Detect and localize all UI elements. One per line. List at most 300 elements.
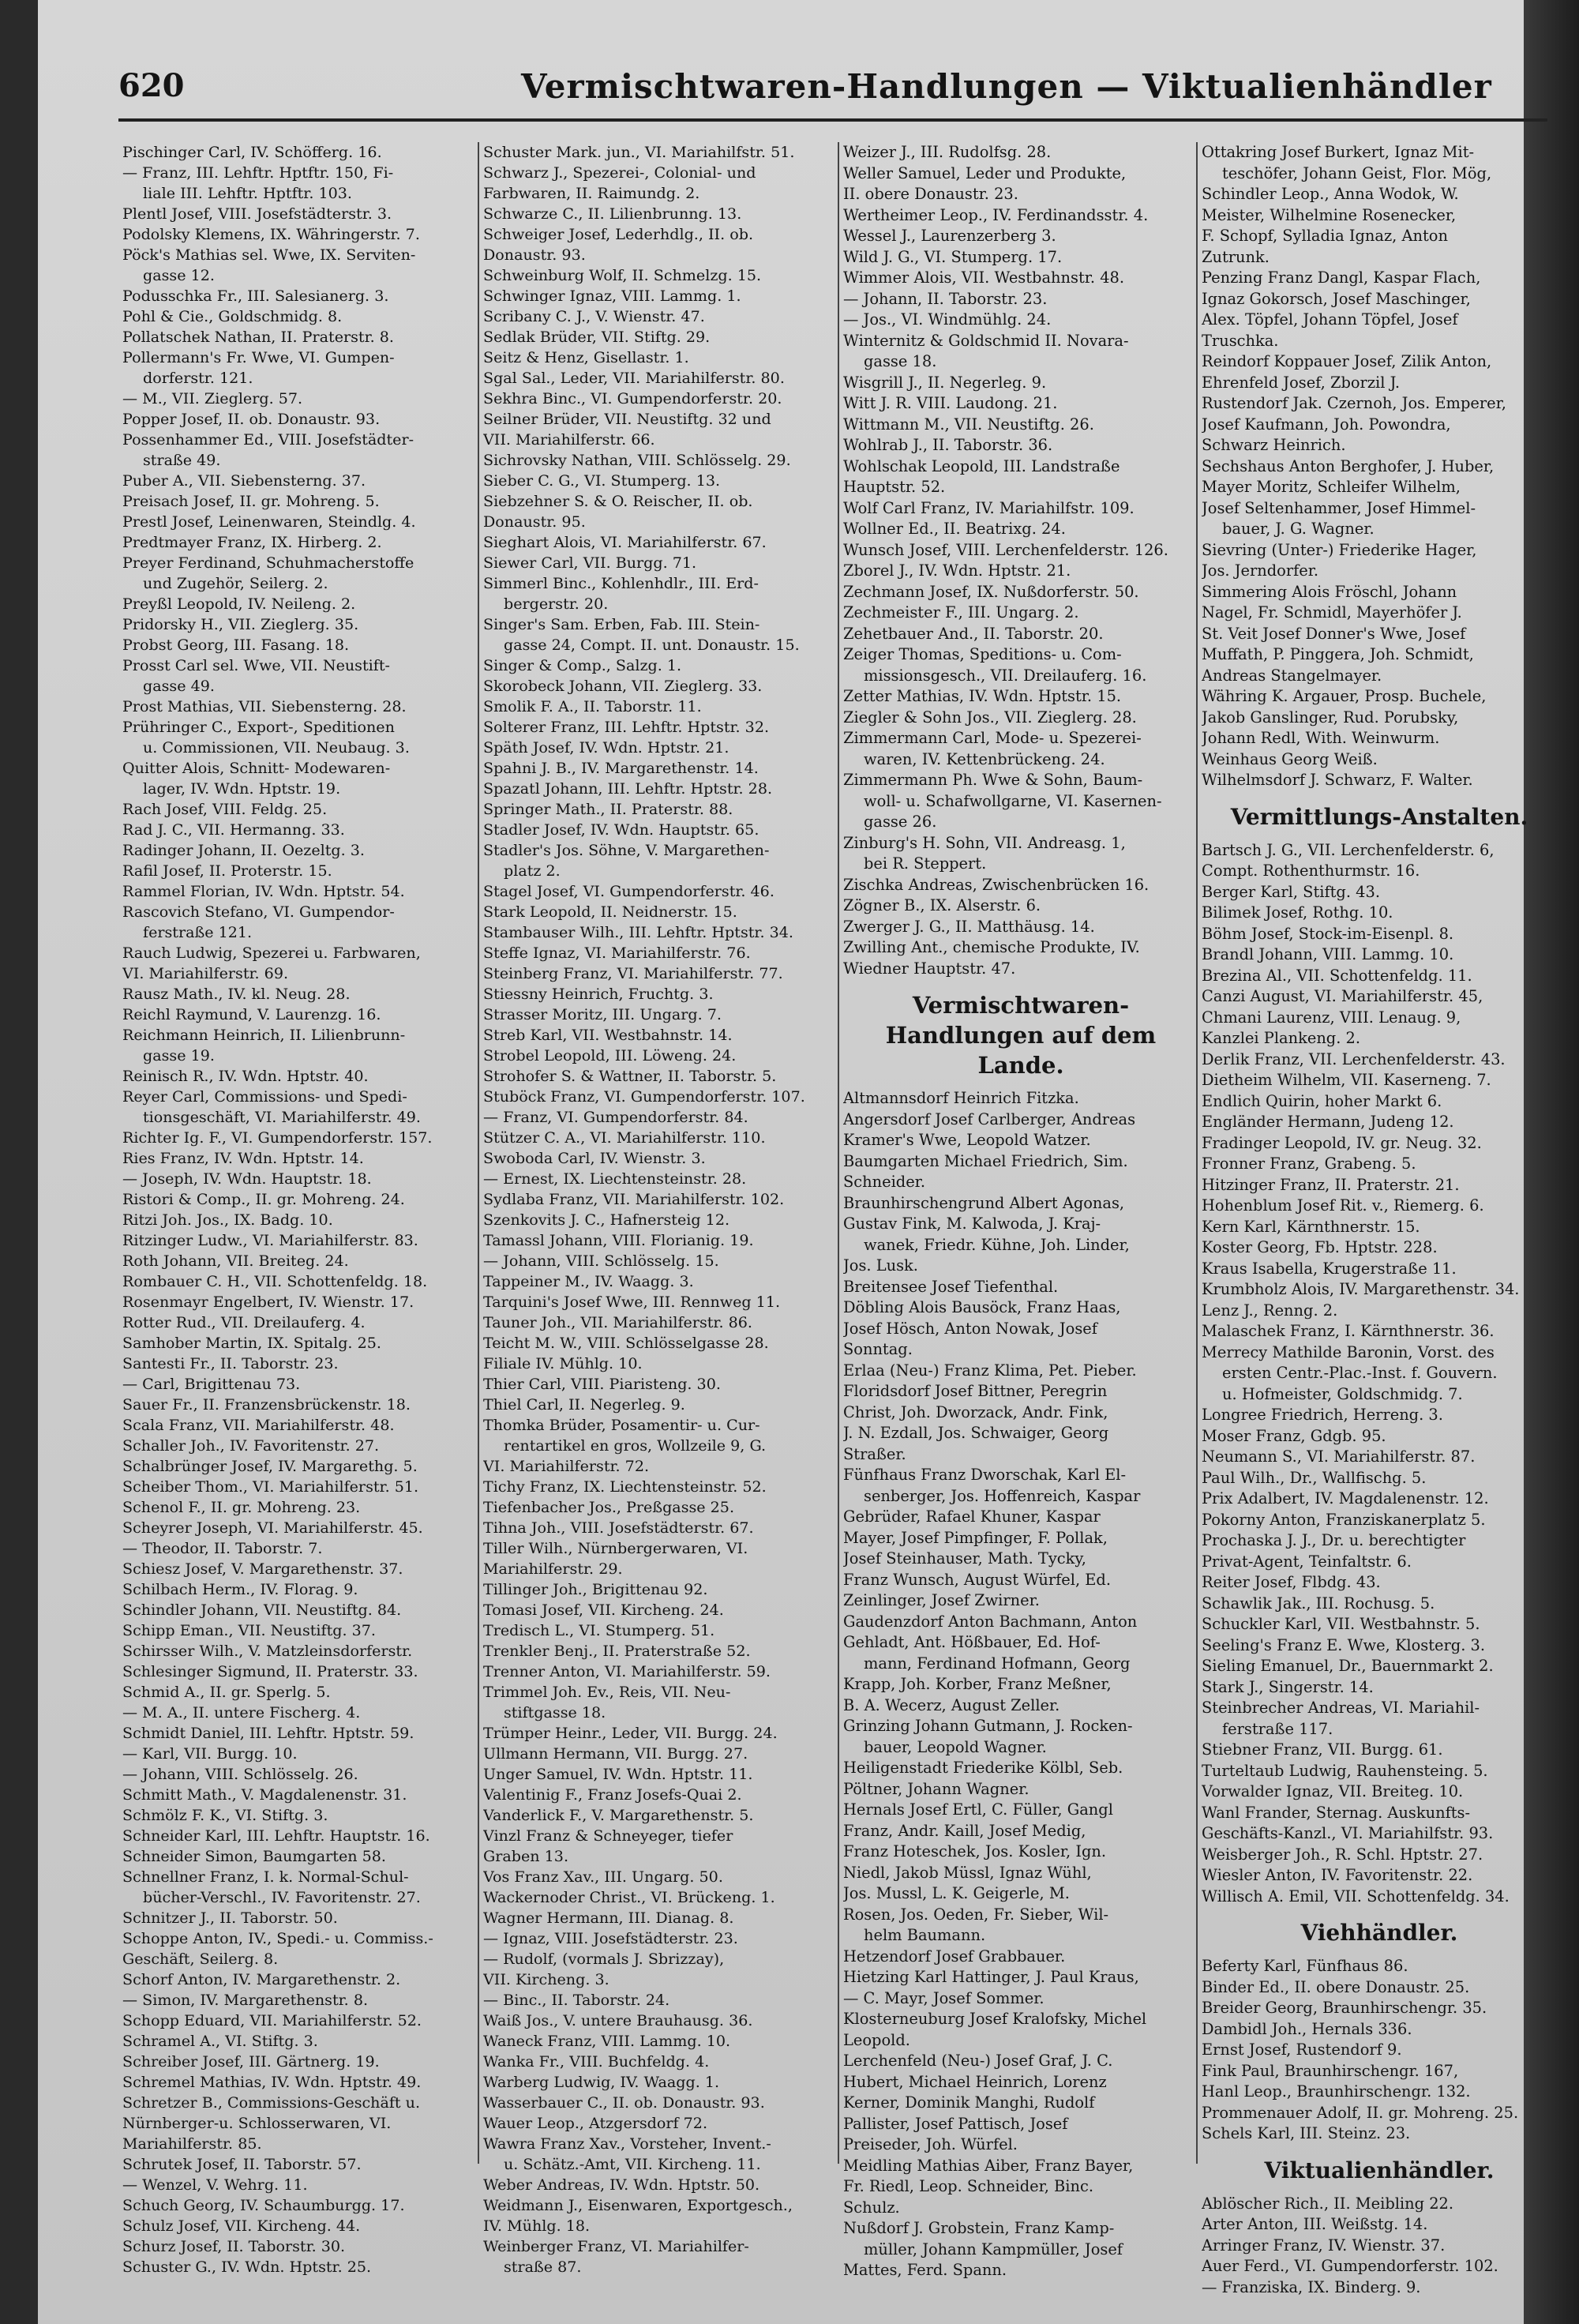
directory-entry-line: — C. Mayr, Josef Sommer.: [843, 1988, 1045, 2007]
directory-entry-line: Mariahilferstr. 85.: [122, 2134, 262, 2153]
directory-entry-line: Schurz Josef, II. Taborstr. 30.: [122, 2237, 346, 2255]
directory-entry-line: Thiel Carl, II. Negerleg. 9.: [483, 1395, 685, 1414]
directory-entry-line: Pöltner, Johann Wagner.: [843, 1779, 1030, 1798]
directory-entry-line: teschöfer, Johann Geist, Flor. Mög,: [1222, 163, 1492, 182]
directory-entry-line: Prühringer C., Export-, Speditionen: [122, 718, 395, 736]
directory-entry-line: Schipp Eman., VII. Neustiftg. 37.: [122, 1621, 376, 1639]
directory-entry-line: Hitzinger Franz, II. Praterstr. 21.: [1202, 1175, 1460, 1194]
directory-entry-line: Rad J. C., VII. Hermanng. 33.: [122, 820, 345, 839]
directory-entry-line: Wilhelmsdorf J. Schwarz, F. Walter.: [1202, 771, 1473, 789]
directory-entry-line: Kern Karl, Kärnthnerstr. 15.: [1202, 1217, 1420, 1236]
directory-entry-line: Prommenauer Adolf, II. gr. Mohreng. 25.: [1202, 2103, 1519, 2122]
directory-entry-line: Jos. Lusk.: [843, 1256, 918, 1275]
directory-entry-line: Streb Karl, VII. Westbahnstr. 14.: [483, 1026, 733, 1044]
column-1: [122, 142, 478, 2277]
directory-entry-line: Stadler Josef, IV. Wdn. Hauptstr. 65.: [483, 820, 759, 839]
directory-entry-line: Brezina Al., VII. Schottenfeldg. 11.: [1202, 966, 1472, 985]
directory-entry-line: Sauer Fr., II. Franzensbrückenstr. 18.: [122, 1395, 411, 1414]
directory-entry-line: Rascovich Stefano, VI. Gumpendor-: [122, 903, 395, 921]
directory-entry-line: Mattes, Ferd. Spann.: [843, 2261, 1007, 2279]
directory-entry-line: Dambidl Joh., Hernals 336.: [1202, 2019, 1412, 2038]
directory-entry-line: gasse 12.: [143, 266, 215, 284]
directory-entry-line: straße 87.: [504, 2258, 582, 2276]
directory-entry-line: Schmölz F. K., VI. Stiftg. 3.: [122, 1806, 328, 1824]
directory-entry-line: Popper Josef, II. ob. Donaustr. 93.: [122, 410, 381, 428]
directory-entry-line: Pokorny Anton, Franziskanerplatz 5.: [1202, 1510, 1486, 1529]
directory-entry-line: Weizer J., III. Rudolfsg. 28.: [843, 143, 1052, 161]
directory-entry-line: Wohlschak Leopold, III. Landstraße: [843, 456, 1120, 475]
directory-entry-line: VII. Mariahilferstr. 66.: [483, 430, 655, 449]
directory-entry-line: Steffe Ignaz, VI. Mariahilferstr. 76.: [483, 944, 751, 962]
directory-entry-line: Schmitt Math., V. Magdalenenstr. 31.: [122, 1785, 407, 1804]
directory-entry-line: Seeling's Franz E. Wwe, Klosterg. 3.: [1202, 1635, 1486, 1654]
directory-entry-line: Schretzer B., Commissions-Geschäft u.: [122, 2093, 421, 2112]
directory-entry-line: Pischinger Carl, IV. Schöfferg. 16.: [122, 143, 382, 161]
directory-entry-line: — Binc., II. Taborstr. 24.: [483, 1991, 670, 2009]
directory-entry-line: Schawlik Jak., III. Rochusg. 5.: [1202, 1594, 1435, 1613]
directory-entry-line: Merrecy Mathilde Baronin, Vorst. des: [1202, 1342, 1495, 1361]
section-heading: Viktualienhändler.: [1264, 2157, 1495, 2183]
directory-entry-line: Grinzing Johann Gutmann, J. Rocken-: [843, 1717, 1133, 1735]
directory-entry-line: Pohl & Cie., Goldschmidg. 8.: [122, 307, 343, 325]
directory-entry-line: Wiesler Anton, IV. Favoritenstr. 22.: [1202, 1866, 1473, 1884]
section-heading: Vermittlungs-Anstalten.: [1230, 803, 1528, 830]
directory-entry-line: Prochaska J. J., Dr. u. berechtigter: [1202, 1531, 1466, 1549]
directory-entry-line: Floridsdorf Josef Bittner, Peregrin: [843, 1382, 1108, 1400]
directory-entry-line: Moser Franz, Gdgb. 95.: [1202, 1426, 1386, 1445]
directory-entry-line: Longree Friedrich, Herreng. 3.: [1202, 1406, 1443, 1424]
directory-entry-line: — Franziska, IX. Binderg. 9.: [1202, 2277, 1421, 2296]
column-divider: [478, 142, 479, 2164]
section-heading: Viehhändler.: [1300, 1920, 1458, 1946]
directory-entry-line: Stützer C. A., VI. Mariahilferstr. 110.: [483, 1128, 766, 1147]
directory-entry-line: Kanzlei Plankeng. 2.: [1202, 1029, 1361, 1047]
directory-entry-line: Schiesz Josef, V. Margarethenstr. 37.: [122, 1560, 403, 1578]
directory-entry-line: Wawra Franz Xav., Vorsteher, Invent.-: [483, 2134, 771, 2153]
directory-entry-line: Zehetbauer And., II. Taborstr. 20.: [843, 624, 1104, 643]
directory-entry-line: Singer's Sam. Erben, Fab. III. Stein-: [483, 615, 760, 633]
directory-entry-line: Johann Redl, With. Weinwurm.: [1202, 729, 1440, 747]
directory-entry-line: Sieling Emanuel, Dr., Bauernmarkt 2.: [1202, 1657, 1494, 1675]
directory-entry-line: Trenkler Benj., II. Praterstraße 52.: [483, 1642, 751, 1660]
directory-entry-line: Franz, Andr. Kaill, Josef Medig,: [843, 1821, 1086, 1840]
directory-entry-line: Canzi August, VI. Mariahilferstr. 45,: [1202, 987, 1483, 1005]
directory-entry-line: — M. A., II. untere Fischerg. 4.: [122, 1703, 361, 1721]
directory-entry-line: Jos. Jerndorfer.: [1202, 561, 1319, 580]
directory-entry-line: Simmering Alois Fröschl, Johann: [1202, 582, 1457, 601]
directory-entry-line: Schweiger Josef, Lederhdlg., II. ob.: [483, 225, 754, 243]
directory-entry-line: Trimmel Joh. Ev., Reis, VII. Neu-: [483, 1683, 731, 1701]
directory-entry-line: Pollatschek Nathan, II. Praterstr. 8.: [122, 328, 394, 346]
directory-entry-line: Nagel, Fr. Schmidl, Mayerhöfer J.: [1202, 603, 1462, 621]
directory-entry-line: Schels Karl, III. Steinz. 23.: [1202, 2124, 1411, 2142]
directory-entry-line: Siewer Carl, VII. Burgg. 71.: [483, 554, 697, 572]
column-2: [483, 142, 838, 2277]
directory-entry-line: Wiedner Hauptstr. 47.: [843, 959, 1016, 978]
directory-entry-line: Reindorf Koppauer Josef, Zilik Anton,: [1202, 352, 1492, 370]
directory-entry-line: Wolf Carl Franz, IV. Mariahilfstr. 109.: [843, 498, 1135, 517]
directory-entry-line: — Ernest, IX. Liechtensteinstr. 28.: [483, 1170, 747, 1188]
directory-entry-line: — Rudolf, (vormals J. Sbrizzay),: [483, 1950, 725, 1968]
directory-entry-line: Wertheimer Leop., IV. Ferdinandsstr. 4.: [843, 205, 1149, 224]
directory-entry-line: Ritzinger Ludw., VI. Mariahilferstr. 83.: [122, 1231, 418, 1249]
directory-entry-line: Weber Andreas, IV. Wdn. Hptstr. 50.: [483, 2176, 760, 2194]
directory-entry-line: Ehrenfeld Josef, Zborzil J.: [1202, 373, 1401, 392]
directory-entry-line: Engländer Hermann, Judeng 12.: [1202, 1113, 1454, 1131]
directory-entry-line: gasse 19.: [143, 1046, 215, 1064]
directory-entry-line: Schulz Josef, VII. Kircheng. 44.: [122, 2217, 361, 2235]
directory-entry-line: Zechmann Josef, IX. Nußdorferstr. 50.: [843, 582, 1139, 601]
directory-entry-line: Reiter Josef, Flbdg. 43.: [1202, 1573, 1381, 1591]
directory-entry-line: Schoppe Anton, IV., Spedi.- u. Commiss.-: [122, 1929, 433, 1947]
directory-entry-line: Nußdorf J. Grobstein, Franz Kamp-: [843, 2219, 1115, 2237]
directory-entry-line: Josef Seltenhammer, Josef Himmel-: [1202, 498, 1476, 517]
directory-entry-line: Lenz J., Renng. 2.: [1202, 1301, 1338, 1320]
directory-entry-line: Prosst Carl sel. Wwe, VII. Neustift-: [122, 656, 390, 674]
directory-entry-line: Preiseder, Joh. Würfel.: [843, 2135, 1018, 2153]
directory-entry-line: Radinger Johann, II. Oezeltg. 3.: [122, 841, 366, 859]
directory-entry-line: Wittmann M., VII. Neustiftg. 26.: [843, 415, 1094, 434]
directory-entry-line: Schalbrünger Josef, IV. Margarethg. 5.: [122, 1457, 418, 1475]
directory-entry-line: Binder Ed., II. obere Donaustr. 25.: [1202, 1977, 1470, 1996]
directory-entry-line: Tihna Joh., VIII. Josefstädterstr. 67.: [483, 1519, 754, 1537]
directory-entry-line: Wimmer Alois, VII. Westbahnstr. 48.: [843, 268, 1125, 287]
directory-entry-line: Schorf Anton, IV. Margarethenstr. 2.: [122, 1970, 401, 1988]
directory-entry-line: Mayer, Josef Pimpfinger, F. Pollak,: [843, 1528, 1108, 1547]
directory-entry-line: Sedlak Brüder, VII. Stiftg. 29.: [483, 328, 711, 346]
directory-entry-line: Vinzl Franz & Schneyeger, tiefer: [483, 1827, 733, 1845]
directory-entry-line: Endlich Quirin, hoher Markt 6.: [1202, 1091, 1442, 1110]
directory-entry-line: Pollermann's Fr. Wwe, VI. Gumpen-: [122, 348, 395, 366]
directory-entry-line: Fradinger Leopold, IV. gr. Neug. 32.: [1202, 1133, 1482, 1152]
directory-entry-line: Schnellner Franz, I. k. Normal-Schul-: [122, 1868, 409, 1886]
directory-entry-line: Vorwalder Ignaz, VII. Breiteg. 10.: [1202, 1782, 1464, 1800]
directory-entry-line: mann, Ferdinand Hofmann, Georg: [864, 1654, 1131, 1673]
directory-entry-line: Hanl Leop., Braunhirschengr. 132.: [1202, 2082, 1471, 2101]
directory-entry-line: Hauptstr. 52.: [843, 478, 946, 496]
directory-entry-line: Ablöscher Rich., II. Meibling 22.: [1202, 2194, 1454, 2213]
directory-entry-line: platz 2.: [504, 862, 561, 880]
directory-entry-line: Schnitzer J., II. Taborstr. 50.: [122, 1909, 338, 1927]
directory-entry-line: Ignaz Gokorsch, Josef Maschinger,: [1202, 289, 1471, 308]
directory-entry-line: Schneider.: [843, 1173, 925, 1191]
directory-entry-line: Zögner B., IX. Alserstr. 6.: [843, 896, 1041, 914]
directory-entry-line: Valentinig F., Franz Josefs-Quai 2.: [483, 1785, 742, 1804]
directory-entry-line: Steinberg Franz, VI. Mariahilferstr. 77.: [483, 964, 783, 982]
directory-entry-line: Schwarz J., Spezerei-, Colonial- und: [483, 163, 756, 182]
directory-entry-line: bauer, J. G. Wagner.: [1222, 520, 1375, 538]
directory-entry-line: Scheyrer Joseph, VI. Mariahilferstr. 45.: [122, 1519, 423, 1537]
directory-entry-line: Lerchenfeld (Neu-) Josef Graf, J. C.: [843, 2052, 1113, 2070]
directory-entry-line: Singer & Comp., Salzg. 1.: [483, 656, 682, 674]
directory-entry-line: woll- u. Schafwollgarne, VI. Kasernen-: [864, 791, 1162, 810]
directory-entry-line: Schweinburg Wolf, II. Schmelzg. 15.: [483, 266, 762, 284]
directory-entry-line: Stark Leopold, II. Neidnerstr. 15.: [483, 903, 737, 921]
directory-entry-line: Schindler Leop., Anna Wodok, W.: [1202, 185, 1459, 203]
directory-entry-line: Tarquini's Josef Wwe, III. Rennweg 11.: [483, 1293, 781, 1311]
directory-entry-line: Geschäft, Seilerg. 8.: [122, 1950, 279, 1968]
directory-entry-line: Preyer Ferdinand, Schuhmacherstoffe: [122, 554, 414, 572]
directory-entry-line: Plentl Josef, VIII. Josefstädterstr. 3.: [122, 205, 392, 223]
directory-entry-line: — Wenzel, V. Wehrg. 11.: [122, 2176, 308, 2194]
directory-entry-line: Reichl Raymund, V. Laurenzg. 16.: [122, 1005, 381, 1023]
directory-entry-line: Schwarze C., II. Lilienbrunng. 13.: [483, 205, 742, 223]
directory-entry-line: — Simon, IV. Margarethenstr. 8.: [122, 1991, 369, 2009]
directory-entry-line: Zutrunk.: [1202, 247, 1270, 266]
directory-entry-line: Krapp, Joh. Korber, Franz Meßner,: [843, 1675, 1112, 1693]
directory-entry-line: Springer Math., II. Praterstr. 88.: [483, 800, 733, 818]
directory-entry-line: Schreiber Josef, III. Gärtnerg. 19.: [122, 2052, 380, 2071]
directory-entry-line: — Franz, VI. Gumpendorferstr. 84.: [483, 1108, 748, 1126]
directory-entry-line: Währing K. Argauer, Prosp. Buchele,: [1202, 687, 1487, 705]
directory-entry-line: Prix Adalbert, IV. Magdalenenstr. 12.: [1202, 1489, 1489, 1507]
directory-entry-line: Weidmann J., Eisenwaren, Exportgesch.,: [483, 2196, 793, 2214]
directory-entry-line: Hernals Josef Ertl, C. Füller, Gangl: [843, 1800, 1113, 1819]
directory-entry-line: dorferstr. 121.: [143, 369, 253, 387]
directory-entry-line: Pallister, Josef Pattisch, Josef: [843, 2114, 1068, 2133]
directory-entry-line: Kraus Isabella, Krugerstraße 11.: [1202, 1259, 1457, 1278]
header-rule: [118, 118, 1547, 122]
directory-entry-line: Tamassl Johann, VIII. Florianig. 19.: [483, 1231, 754, 1249]
directory-entry-line: Rammel Florian, IV. Wdn. Hptstr. 54.: [122, 882, 405, 900]
directory-entry-line: Pridorsky H., VII. Zieglerg. 35.: [122, 615, 359, 633]
directory-entry-line: gasse 24, Compt. II. unt. Donaustr. 15.: [504, 636, 800, 654]
directory-entry-line: Wasserbauer C., II. ob. Donaustr. 93.: [483, 2093, 765, 2112]
directory-entry-line: Schenol F., II. gr. Mohreng. 23.: [122, 1498, 361, 1516]
directory-entry-line: Schuster Mark. jun., VI. Mariahilfstr. 51.: [483, 143, 795, 161]
directory-entry-line: Probst Georg, III. Fasang. 18.: [122, 636, 350, 654]
directory-entry-line: Andreas Stangelmayer.: [1202, 666, 1382, 685]
directory-entry-line: müller, Johann Kampmüller, Josef: [864, 2240, 1123, 2258]
directory-entry-line: Stiebner Franz, VII. Burgg. 61.: [1202, 1740, 1443, 1759]
directory-entry-line: Trenner Anton, VI. Mariahilferstr. 59.: [483, 1662, 771, 1680]
directory-entry-line: Vos Franz Xav., III. Ungarg. 50.: [483, 1868, 723, 1886]
directory-entry-line: Strasser Moritz, III. Ungarg. 7.: [483, 1005, 722, 1023]
directory-entry-line: bücher-Verschl., IV. Favoritenstr. 27.: [143, 1888, 421, 1906]
directory-entry-line: Schneider Karl, III. Lehftr. Hauptstr. 16.: [122, 1827, 430, 1845]
directory-entry-line: waren, IV. Kettenbrückeng. 24.: [864, 749, 1105, 768]
directory-entry-line: Prestl Josef, Leinenwaren, Steindlg. 4.: [122, 512, 416, 531]
directory-entry-line: VI. Mariahilferstr. 72.: [483, 1457, 650, 1475]
directory-entry-line: Arringer Franz, IV. Wienstr. 37.: [1202, 2236, 1446, 2255]
directory-entry-line: Thier Carl, VIII. Piaristeng. 30.: [483, 1375, 721, 1393]
directory-entry-line: Schilbach Herm., IV. Florag. 9.: [122, 1580, 358, 1598]
directory-entry-line: Stuböck Franz, VI. Gumpendorferstr. 107.: [483, 1087, 805, 1106]
column-3: [843, 142, 1198, 2281]
directory-entry-line: ferstraße 117.: [1222, 1719, 1333, 1738]
directory-entry-line: Derlik Franz, VII. Lerchenfelderstr. 43.: [1202, 1049, 1506, 1068]
directory-entry-line: Schopp Eduard, VII. Mariahilferstr. 52.: [122, 2011, 422, 2029]
directory-entry-line: Vanderlick F., V. Margarethenstr. 5.: [483, 1806, 754, 1824]
directory-entry-line: Richter Ig. F., VI. Gumpendorferstr. 157.: [122, 1128, 433, 1147]
directory-entry-line: Böhm Josef, Stock-im-Eisenpl. 8.: [1202, 924, 1454, 943]
directory-entry-line: Wild J. G., VI. Stumperg. 17.: [843, 247, 1063, 266]
directory-entry-line: Donaustr. 95.: [483, 512, 586, 531]
column-4: [1202, 142, 1557, 2298]
directory-entry-line: Solterer Franz, III. Lehftr. Hptstr. 32.: [483, 718, 770, 736]
directory-entry-line: helm Baumann.: [864, 1926, 986, 1944]
directory-entry-line: Strobel Leopold, III. Löweng. 24.: [483, 1046, 737, 1064]
directory-entry-line: Predtmayer Franz, IX. Hirberg. 2.: [122, 533, 382, 551]
directory-entry-line: Wohlrab J., II. Taborstr. 36.: [843, 436, 1053, 454]
directory-entry-line: Zetter Mathias, IV. Wdn. Hptstr. 15.: [843, 687, 1122, 705]
directory-entry-line: B. A. Wecerz, August Zeller.: [843, 1695, 1060, 1714]
directory-entry-line: Schwinger Ignaz, VIII. Lammg. 1.: [483, 287, 741, 305]
directory-entry-line: VII. Kircheng. 3.: [483, 1970, 609, 1988]
directory-entry-line: tionsgeschäft, VI. Mariahilferstr. 49.: [143, 1108, 421, 1126]
directory-entry-line: Scribany C. J., V. Wienstr. 47.: [483, 307, 705, 325]
directory-entry-line: Koster Georg, Fb. Hptstr. 228.: [1202, 1238, 1438, 1256]
directory-entry-line: ersten Centr.-Plac.-Inst. f. Gouvern.: [1222, 1364, 1498, 1382]
directory-entry-line: Donaustr. 93.: [483, 246, 586, 264]
directory-entry-line: Skorobeck Johann, VII. Zieglerg. 33.: [483, 677, 763, 695]
directory-entry-line: Ullmann Hermann, VII. Burgg. 27.: [483, 1744, 748, 1763]
directory-entry-line: Franz Hoteschek, Jos. Kosler, Ign.: [843, 1842, 1107, 1860]
directory-entry-line: Zechmeister F., III. Ungarg. 2.: [843, 603, 1079, 621]
directory-entry-line: Angersdorf Josef Carlberger, Andreas: [843, 1109, 1136, 1128]
directory-entry-line: Reinisch R., IV. Wdn. Hptstr. 40.: [122, 1067, 369, 1085]
directory-entry-line: — M., VII. Zieglerg. 57.: [122, 389, 303, 407]
directory-entry-line: Possenhammer Ed., VIII. Josefstädter-: [122, 430, 414, 449]
directory-entry-line: bergerstr. 20.: [504, 595, 609, 613]
directory-entry-line: Winternitz & Goldschmid II. Novara-: [843, 331, 1129, 350]
directory-entry-line: Schuch Georg, IV. Schaumburgg. 17.: [122, 2196, 405, 2214]
directory-entry-line: Podolsky Klemens, IX. Währingerstr. 7.: [122, 225, 420, 243]
directory-entry-line: VI. Mariahilferstr. 69.: [122, 964, 289, 982]
directory-entry-line: Schmidt Daniel, III. Lehftr. Hptstr. 59.: [122, 1724, 414, 1742]
directory-entry-line: Weisberger Joh., R. Schl. Hptstr. 27.: [1202, 1845, 1483, 1864]
directory-entry-line: Fünfhaus Franz Dworschak, Karl El-: [843, 1466, 1127, 1484]
directory-entry-line: F. Schopf, Sylladia Ignaz, Anton: [1202, 227, 1448, 245]
directory-entry-line: Sekhra Binc., VI. Gumpendorferstr. 20.: [483, 389, 782, 407]
directory-entry-line: Wanl Frander, Sternag. Auskunfts-: [1202, 1803, 1471, 1822]
directory-entry-line: Compt. Rothenthurmstr. 16.: [1202, 862, 1420, 880]
directory-entry-line: Mayer Moritz, Schleifer Wilhelm,: [1202, 478, 1461, 496]
directory-entry-line: Schuckler Karl, VII. Westbahnstr. 5.: [1202, 1615, 1480, 1633]
directory-entry-line: Reichmann Heinrich, II. Lilienbrunn-: [122, 1026, 406, 1044]
directory-entry-line: rentartikel en gros, Wollzeile 9, G.: [504, 1436, 767, 1455]
directory-entry-line: u. Schätz.-Amt, VII. Kircheng. 11.: [504, 2155, 761, 2173]
directory-entry-line: Erlaa (Neu-) Franz Klima, Pet. Pieber.: [843, 1361, 1137, 1380]
directory-entry-line: Tomasi Josef, VII. Kircheng. 24.: [483, 1601, 724, 1619]
directory-entry-line: Schmid A., II. gr. Sperlg. 5.: [122, 1683, 331, 1701]
scan-edge-left: [0, 0, 38, 2324]
directory-entry-line: St. Veit Josef Donner's Wwe, Josef: [1202, 624, 1466, 643]
directory-entry-line: stiftgasse 18.: [504, 1703, 606, 1721]
directory-entry-line: Malaschek Franz, I. Kärnthnerstr. 36.: [1202, 1322, 1495, 1340]
directory-entry-line: Zeiger Thomas, Speditions- u. Com-: [843, 645, 1122, 663]
directory-entry-line: Samhober Martin, IX. Spitalg. 25.: [122, 1334, 381, 1352]
directory-entry-line: Filiale IV. Mühlg. 10.: [483, 1354, 643, 1372]
directory-entry-line: Scheiber Thom., VI. Mariahilferstr. 51.: [122, 1477, 419, 1496]
directory-entry-line: Wunsch Josef, VIII. Lerchenfelderstr. 126.: [843, 540, 1168, 559]
directory-entry-line: Sievring (Unter-) Friederike Hager,: [1202, 540, 1477, 559]
directory-entry-line: Podusschka Fr., III. Salesianerg. 3.: [122, 287, 389, 305]
directory-entry-line: Kerner, Dominik Manghi, Rudolf: [843, 2093, 1095, 2112]
directory-entry-line: u. Commissionen, VII. Neubaug. 3.: [143, 738, 410, 757]
directory-entry-line: Schrutek Josef, II. Taborstr. 57.: [122, 2155, 362, 2173]
directory-entry-line: wanek, Friedr. Kühne, Joh. Linder,: [864, 1235, 1130, 1254]
directory-entry-line: Weinhaus Georg Weiß.: [1202, 749, 1378, 768]
directory-entry-line: Jakob Ganslinger, Rud. Porubsky,: [1202, 708, 1459, 726]
directory-entry-line: Zimmermann Carl, Mode- u. Spezerei-: [843, 729, 1142, 747]
directory-entry-line: Mariahilferstr. 29.: [483, 1560, 623, 1578]
directory-entry-line: Roth Johann, VII. Breiteg. 24.: [122, 1252, 349, 1270]
directory-entry-line: Teicht M. W., VIII. Schlösselgasse 28.: [483, 1334, 769, 1352]
directory-entry-line: Tappeiner M., IV. Waagg. 3.: [483, 1272, 694, 1290]
directory-entry-line: Spahni J. B., IV. Margarethenstr. 14.: [483, 759, 759, 777]
directory-entry-line: Fr. Riedl, Leop. Schneider, Binc.: [843, 2177, 1094, 2195]
directory-entry-line: Siebzehner S. & O. Reischer, II. ob.: [483, 492, 753, 510]
directory-entry-line: Wanka Fr., VIII. Buchfeldg. 4.: [483, 2052, 710, 2071]
directory-entry-line: Neumann S., VI. Mariahilferstr. 87.: [1202, 1447, 1476, 1466]
directory-entry-line: Berger Karl, Stiftg. 43.: [1202, 882, 1380, 901]
directory-entry-line: Sechshaus Anton Berghofer, J. Huber,: [1202, 456, 1495, 475]
directory-entry-line: bei R. Steppert.: [864, 854, 987, 873]
directory-entry-line: Weinberger Franz, VI. Mariahilfer-: [483, 2237, 749, 2255]
directory-entry-line: Schulz.: [843, 2198, 900, 2217]
directory-entry-line: Breider Georg, Braunhirschengr. 35.: [1202, 1999, 1487, 2017]
directory-entry-line: Gustav Fink, M. Kalwoda, J. Kraj-: [843, 1215, 1101, 1233]
directory-entry-line: Auer Ferd., VI. Gumpendorferstr. 102.: [1202, 2257, 1498, 2275]
directory-entry-line: liale III. Lehftr. Hptftr. 103.: [143, 184, 352, 202]
directory-entry-line: Zborel J., IV. Wdn. Hptstr. 21.: [843, 561, 1071, 580]
directory-entry-line: Penzing Franz Dangl, Kaspar Flach,: [1202, 268, 1481, 287]
directory-entry-line: Fink Paul, Braunhirschengr. 167,: [1202, 2061, 1459, 2080]
directory-entry-line: — Joseph, IV. Wdn. Hauptstr. 18.: [122, 1170, 372, 1188]
directory-entry-line: Schramel A., VI. Stiftg. 3.: [122, 2032, 318, 2050]
directory-entry-line: Josef Hösch, Anton Nowak, Josef: [843, 1319, 1097, 1338]
directory-entry-line: Hubert, Michael Heinrich, Lorenz: [843, 2072, 1107, 2091]
directory-entry-line: Puber A., VII. Siebensterng. 37.: [122, 471, 366, 490]
directory-entry-line: Tiller Wilh., Nürnbergerwaren, VI.: [483, 1539, 748, 1557]
directory-entry-line: Graben 13.: [483, 1847, 569, 1865]
directory-entry-line: Kramer's Wwe, Leopold Watzer.: [843, 1131, 1091, 1149]
directory-entry-line: Zeinlinger, Josef Zwirner.: [843, 1591, 1040, 1609]
directory-entry-line: Gaudenzdorf Anton Bachmann, Anton: [843, 1612, 1138, 1631]
directory-entry-line: Zimmermann Ph. Wwe & Sohn, Baum-: [843, 771, 1143, 789]
directory-entry-line: Pöck's Mathias sel. Wwe, IX. Serviten-: [122, 246, 416, 264]
directory-entry-line: gasse 49.: [143, 677, 215, 695]
directory-entry-line: Niedl, Jakob Müssl, Ignaz Wühl,: [843, 1863, 1092, 1882]
directory-entry-line: Privat-Agent, Teinfaltstr. 6.: [1202, 1552, 1412, 1571]
directory-entry-line: Strohofer S. & Wattner, II. Taborstr. 5.: [483, 1067, 777, 1085]
directory-entry-line: Alex. Töpfel, Johann Töpfel, Josef: [1202, 310, 1458, 329]
directory-entry-line: Spazatl Johann, III. Lehftr. Hptstr. 28.: [483, 779, 773, 798]
directory-entry-line: — Johann, II. Taborstr. 23.: [843, 289, 1048, 308]
directory-entry-line: Ritzi Joh. Jos., IX. Badg. 10.: [122, 1211, 333, 1229]
directory-entry-line: Muffath, P. Pinggera, Joh. Schmidt,: [1202, 645, 1474, 663]
directory-entry-line: Rauch Ludwig, Spezerei u. Farbwaren,: [122, 944, 421, 962]
directory-entry-line: ferstraße 121.: [143, 923, 253, 941]
directory-entry-line: Altmannsdorf Heinrich Fitzka.: [843, 1089, 1079, 1107]
directory-entry-line: straße 49.: [143, 451, 221, 469]
directory-entry-line: Breitensee Josef Tiefenthal.: [843, 1277, 1059, 1296]
directory-entry-line: — Ignaz, VIII. Josefstädterstr. 23.: [483, 1929, 738, 1947]
directory-entry-line: II. obere Donaustr. 23.: [843, 185, 1018, 203]
directory-entry-line: — Theodor, II. Taborstr. 7.: [122, 1539, 323, 1557]
directory-entry-line: — Jos., VI. Windmühlg. 24.: [843, 310, 1052, 329]
directory-entry-line: Swoboda Carl, IV. Wienstr. 3.: [483, 1149, 706, 1167]
directory-entry-line: Hetzendorf Josef Grabbauer.: [843, 1947, 1066, 1965]
directory-entry-line: — Karl, VII. Burgg. 10.: [122, 1744, 298, 1763]
directory-entry-line: Turteltaub Ludwig, Rauhensteing. 5.: [1202, 1761, 1488, 1780]
directory-entry-line: Stiessny Heinrich, Fruchtg. 3.: [483, 985, 714, 1003]
directory-entry-line: Seilner Brüder, VII. Neustiftg. 32 und: [483, 410, 771, 428]
directory-entry-line: Steinbrecher Andreas, VI. Mariahil-: [1202, 1699, 1480, 1717]
directory-entry-line: Tichy Franz, IX. Liechtensteinstr. 52.: [483, 1477, 767, 1496]
directory-entry-line: — Johann, VIII. Schlösselg. 15.: [483, 1252, 719, 1270]
